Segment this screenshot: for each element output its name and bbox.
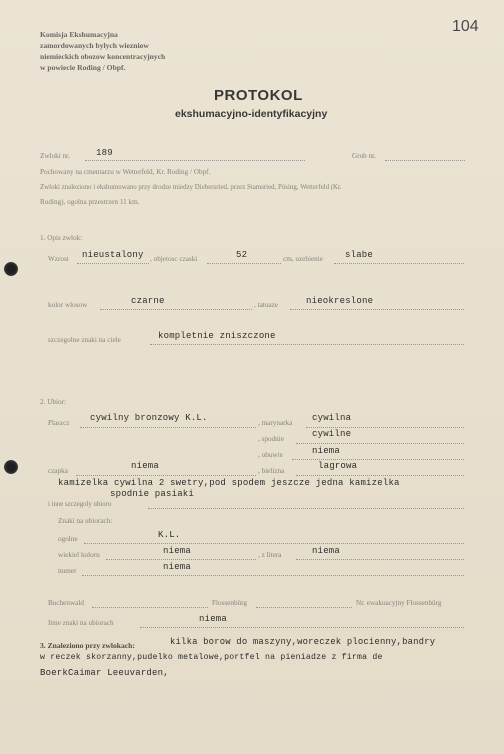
- inne-szczegoly-value-line2: spodnie pasiaki: [110, 489, 195, 499]
- inne-szczegoly-value-line1: kamizelka cywilna 2 swetry,pod spodem jeszcze jedna kamizelka: [58, 478, 400, 488]
- kolor-wlosow-line: [100, 309, 252, 310]
- zwloki-label: Zwloki nr.: [40, 152, 70, 160]
- inne-szczegoly-label: i inne szczegoly ubioru: [48, 501, 112, 508]
- marynarka-label: , marynarka: [258, 419, 293, 427]
- numer-line: [82, 575, 464, 576]
- punch-hole-top: [4, 262, 18, 276]
- marynarka-line: [306, 427, 464, 428]
- objetosc-value: 52: [236, 250, 248, 260]
- ogolne-label: ogolne: [58, 535, 78, 543]
- header-line-3: niemieckich obozow koncentracyjnych: [40, 52, 166, 61]
- header-line-2: zamordowanych bylych wiezniow: [40, 41, 149, 50]
- z-litera-line: [296, 559, 464, 560]
- znaleziono-miejsce-line2: Roding), ogolna przestrzen 11 km.: [40, 198, 140, 206]
- wzrost-line: [77, 263, 149, 264]
- numer-label: numer: [58, 567, 77, 575]
- page-number: 104: [452, 18, 479, 35]
- bielizna-label: , bielizna: [258, 467, 285, 475]
- znaki-na-ubiorach-heading: Znaki na ubiorach:: [58, 517, 113, 525]
- spodnie-value: cywilne: [312, 429, 352, 439]
- bielizna-line: [296, 475, 464, 476]
- buchenwald-line: [92, 607, 208, 608]
- document-subtitle: ekshumacyjno-identyfikacyjny: [175, 108, 328, 120]
- plaszcz-label: Plaszcz: [48, 419, 70, 427]
- inne-znaki-value: niema: [199, 614, 228, 624]
- szczegolne-znaki-label: szczegolne znaki na ciele: [48, 336, 121, 344]
- document-title: PROTOKOL: [214, 87, 303, 104]
- wiekiel-koloru-value: niema: [163, 546, 192, 556]
- obuwie-label: , obuwie: [258, 451, 283, 459]
- plaszcz-line: [80, 427, 256, 428]
- znaleziono-przy-zwlokach-line2: w reczek skorzanny,pudelko metalowe,portfel na pieniadze z firma de: [40, 653, 383, 662]
- flossenburg-label: Flossenbürg: [212, 599, 248, 607]
- inne-szczegoly-line: [148, 508, 464, 509]
- buchenwald-label: Buchenwald: [48, 599, 84, 607]
- numer-value: niema: [163, 562, 192, 572]
- szczegolne-znaki-value: kompletnie zniszczone: [158, 331, 276, 341]
- kolor-wlosow-label: kolor wlosow: [48, 301, 88, 309]
- czapka-value: niema: [131, 461, 160, 471]
- obuwie-value: niema: [312, 446, 341, 456]
- bielizna-value: lagrowa: [318, 461, 358, 471]
- obuwie-line: [292, 459, 464, 460]
- wiekiel-koloru-label: wiekiel koloru: [58, 551, 100, 559]
- objetosc-line: [207, 263, 281, 264]
- pochowany-text: Pochowany na cmentarzu w Wetterfeld, Kr. Roding / Obpf.: [40, 168, 211, 176]
- header-line-4: w powiecie Roding / Obpf.: [40, 63, 126, 72]
- wiekiel-koloru-line: [106, 559, 256, 560]
- ogolne-value: K.L.: [158, 530, 181, 540]
- grob-label: Grob nr.: [352, 152, 376, 160]
- znaleziono-miejsce-line1: Zwloki znaleziono i ekshumowano przy drodze miedzy Diebersried, przez Stamsried, Pösing, Wetterfeld (Kr.: [40, 184, 342, 191]
- punch-hole-bottom: [4, 460, 18, 474]
- z-litera-label: , z litera: [258, 551, 282, 559]
- header-line-1: Komisja Ekshumacyjna: [40, 30, 118, 39]
- znaleziono-przy-zwlokach-line1: kilka borow do maszyny,woreczek plocienny,bandry: [170, 637, 436, 647]
- z-litera-value: niema: [312, 546, 341, 556]
- spodnie-label: , spodnie: [258, 435, 284, 443]
- tatuaze-value: nieokreslone: [306, 296, 374, 306]
- grob-line: [385, 160, 465, 161]
- ogolne-line: [84, 543, 464, 544]
- czapka-label: czapka: [48, 467, 68, 475]
- zwloki-value: 189: [96, 148, 113, 158]
- kolor-wlosow-value: czarne: [131, 296, 165, 306]
- uzebienie-value: slabe: [345, 250, 374, 260]
- objetosc-label: , objetosc czaski: [150, 255, 198, 263]
- spodnie-line: [296, 443, 464, 444]
- cm-uzebienie-label: cm, uzebienie: [283, 255, 323, 263]
- znaleziono-przy-zwlokach-label: 3. Znaleziono przy zwlokach:: [40, 641, 135, 650]
- tatuaze-line: [290, 309, 464, 310]
- szczegolne-znaki-line: [150, 344, 464, 345]
- znaleziono-przy-zwlokach-line3: BoerkCaimar Leeuvarden,: [40, 668, 169, 678]
- opis-heading: 1. Opis zwlok:: [40, 234, 83, 242]
- zwloki-line: [85, 160, 305, 161]
- ewakuacyjny-label: Nr. ewakuacyjny Flossenbürg: [356, 599, 442, 607]
- inne-znaki-label: Inne znaki na ubiorach: [48, 619, 114, 627]
- flossenburg-line: [256, 607, 352, 608]
- uzebienie-line: [334, 263, 464, 264]
- czapka-line: [76, 475, 256, 476]
- wzrost-value: nieustalony: [82, 250, 144, 260]
- marynarka-value: cywilna: [312, 413, 352, 423]
- tatuaze-label: , tatuaze: [254, 301, 278, 309]
- ubior-heading: 2. Ubior:: [40, 398, 66, 406]
- wzrost-label: Wzrost: [48, 255, 69, 263]
- plaszcz-value: cywilny bronzowy K.L.: [90, 413, 208, 423]
- inne-znaki-line: [140, 627, 464, 628]
